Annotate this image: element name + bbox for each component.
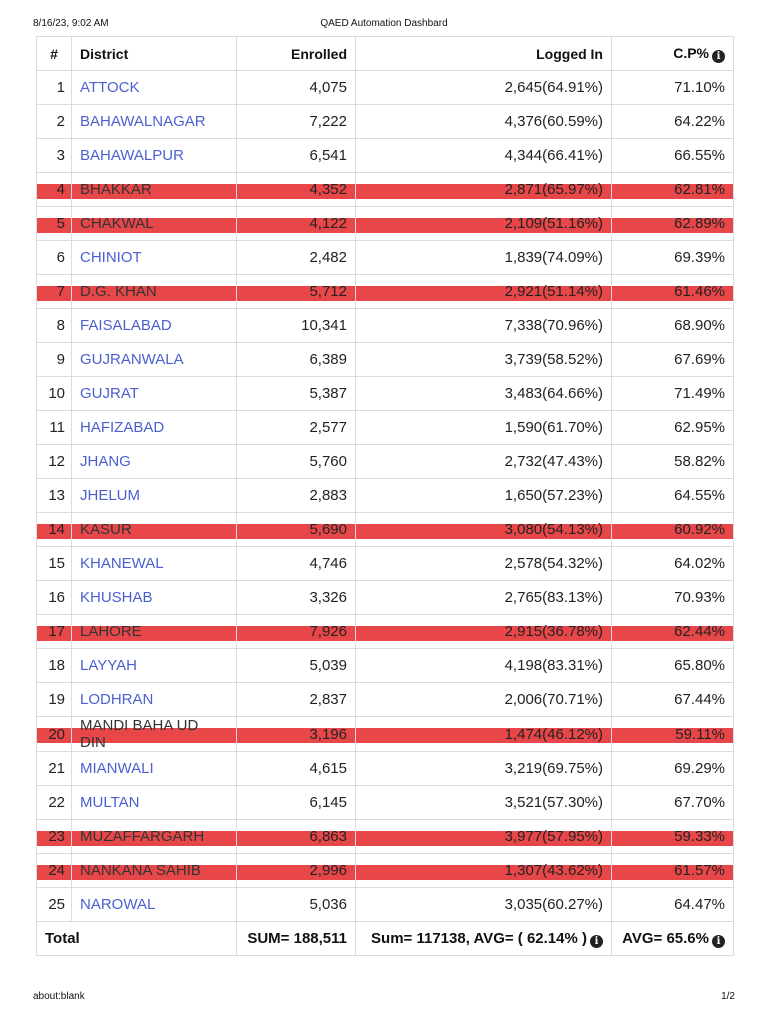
- row-index: 7: [37, 275, 72, 309]
- row-index: 19: [37, 683, 72, 717]
- row-index: 18: [37, 649, 72, 683]
- enrolled-cell: 10,341: [237, 309, 356, 343]
- district-cell: [72, 275, 237, 309]
- district-link[interactable]: KASUR: [80, 521, 132, 538]
- district-link[interactable]: KHANEWAL: [80, 555, 164, 572]
- enrolled-cell: 3,326: [237, 581, 356, 615]
- logged-in-cell: 3,483(64.66%): [356, 377, 612, 411]
- district-cell: [72, 173, 237, 207]
- cp-cell: 61.46%: [612, 275, 734, 309]
- enrolled-cell: 2,883: [237, 479, 356, 513]
- district-link[interactable]: JHANG: [80, 453, 131, 470]
- cp-cell: 67.70%: [612, 786, 734, 820]
- table-row: [37, 207, 734, 241]
- district-link[interactable]: BAHAWALPUR: [80, 147, 184, 164]
- logged-in-cell: 7,338(70.96%): [356, 309, 612, 343]
- col-header-enrolled[interactable]: Enrolled: [237, 37, 356, 71]
- district-cell: [72, 649, 237, 683]
- district-cell: [72, 547, 237, 581]
- enrolled-cell: 2,577: [237, 411, 356, 445]
- district-cell: [72, 309, 237, 343]
- district-cell: [72, 820, 237, 854]
- totals-row: [37, 922, 734, 956]
- table-row: [37, 581, 734, 615]
- district-link[interactable]: HAFIZABAD: [80, 419, 165, 436]
- logged-in-cell: 1,650(57.23%): [356, 479, 612, 513]
- table-row: [37, 786, 734, 820]
- cp-cell: 70.93%: [612, 581, 734, 615]
- col-header-district[interactable]: District: [72, 37, 237, 71]
- logged-in-cell: 1,474(46.12%): [356, 717, 612, 752]
- logged-in-cell: 2,871(65.97%): [356, 173, 612, 207]
- totals-cp-text: AVG= 65.6%: [622, 929, 709, 947]
- district-cell: [72, 207, 237, 241]
- district-cell: [72, 752, 237, 786]
- cp-cell: 64.22%: [612, 105, 734, 139]
- table-row: [37, 547, 734, 581]
- district-link[interactable]: NAROWAL: [80, 896, 156, 913]
- enrolled-cell: 6,541: [237, 139, 356, 173]
- cp-cell: 60.92%: [612, 513, 734, 547]
- print-date: 8/16/23, 9:02 AM: [33, 18, 109, 29]
- table-row: [37, 717, 734, 752]
- row-index: 15: [37, 547, 72, 581]
- enrolled-cell: 5,039: [237, 649, 356, 683]
- logged-in-cell: 3,977(57.95%): [356, 820, 612, 854]
- row-index: 3: [37, 139, 72, 173]
- district-link[interactable]: LODHRAN: [80, 691, 154, 708]
- district-cell: [72, 411, 237, 445]
- logged-in-cell: 3,080(54.13%): [356, 513, 612, 547]
- logged-in-cell: 3,219(69.75%): [356, 752, 612, 786]
- row-index: 11: [37, 411, 72, 445]
- table-row: [37, 377, 734, 411]
- enrolled-cell: 5,036: [237, 888, 356, 922]
- district-cell: [72, 581, 237, 615]
- table-row: [37, 615, 734, 649]
- cp-cell: 59.11%: [612, 717, 734, 752]
- row-index: 10: [37, 377, 72, 411]
- district-link[interactable]: CHINIOT: [80, 249, 142, 266]
- row-index: 12: [37, 445, 72, 479]
- district-cell: [72, 241, 237, 275]
- cp-cell: 68.90%: [612, 309, 734, 343]
- col-header-logged-in[interactable]: Logged In: [356, 37, 612, 71]
- row-index: 4: [37, 173, 72, 207]
- district-cell: [72, 343, 237, 377]
- row-index: 2: [37, 105, 72, 139]
- logged-in-cell: 2,765(83.13%): [356, 581, 612, 615]
- district-link[interactable]: BAHAWALNAGAR: [80, 113, 206, 130]
- district-cell: [72, 683, 237, 717]
- enrolled-cell: 5,387: [237, 377, 356, 411]
- table-row: [37, 752, 734, 786]
- row-index: 24: [37, 854, 72, 888]
- enrolled-cell: 6,863: [237, 820, 356, 854]
- cp-cell: 66.55%: [612, 139, 734, 173]
- table-row: [37, 479, 734, 513]
- enrolled-cell: 7,926: [237, 615, 356, 649]
- logged-in-cell: 2,915(36.78%): [356, 615, 612, 649]
- district-link[interactable]: D.G. KHAN: [80, 283, 157, 300]
- col-header-cp-label: C.P%: [673, 44, 709, 61]
- district-cell: [72, 513, 237, 547]
- enrolled-cell: 4,615: [237, 752, 356, 786]
- table-row: [37, 71, 734, 105]
- table-row: [37, 649, 734, 683]
- enrolled-cell: 2,996: [237, 854, 356, 888]
- table-row: [37, 683, 734, 717]
- enrolled-cell: 5,760: [237, 445, 356, 479]
- enrolled-cell: 5,712: [237, 275, 356, 309]
- table-row: [37, 854, 734, 888]
- row-index: 13: [37, 479, 72, 513]
- enrolled-cell: 6,389: [237, 343, 356, 377]
- totals-logged-in: [356, 922, 612, 956]
- cp-cell: 62.89%: [612, 207, 734, 241]
- logged-in-cell: 2,006(70.71%): [356, 683, 612, 717]
- table-row: [37, 241, 734, 275]
- district-table: [36, 36, 734, 956]
- district-cell: [72, 445, 237, 479]
- row-index: 21: [37, 752, 72, 786]
- logged-in-cell: 2,645(64.91%): [356, 71, 612, 105]
- cp-cell: 64.47%: [612, 888, 734, 922]
- district-cell: [72, 139, 237, 173]
- district-link[interactable]: MIANWALI: [80, 760, 154, 777]
- table-row: [37, 343, 734, 377]
- table-row: [37, 411, 734, 445]
- district-cell: [72, 105, 237, 139]
- cp-cell: 62.81%: [612, 173, 734, 207]
- totals-logged-in-text: Sum= 117138, AVG= ( 62.14% ): [371, 929, 587, 947]
- row-index: 6: [37, 241, 72, 275]
- table-row: [37, 275, 734, 309]
- logged-in-cell: 3,521(57.30%): [356, 786, 612, 820]
- district-cell: [72, 71, 237, 105]
- district-link[interactable]: MULTAN: [80, 794, 140, 811]
- cp-cell: 62.44%: [612, 615, 734, 649]
- row-index: 20: [37, 717, 72, 752]
- enrolled-cell: 4,075: [237, 71, 356, 105]
- table-row: [37, 139, 734, 173]
- cp-cell: 69.29%: [612, 752, 734, 786]
- enrolled-cell: 4,352: [237, 173, 356, 207]
- info-icon[interactable]: i: [712, 935, 725, 948]
- info-icon[interactable]: i: [590, 935, 603, 948]
- cp-cell: 61.57%: [612, 854, 734, 888]
- page-title: QAED Automation Dashbard: [320, 18, 448, 29]
- logged-in-cell: 2,921(51.14%): [356, 275, 612, 309]
- district-link[interactable]: KHUSHAB: [80, 589, 153, 606]
- cp-cell: 59.33%: [612, 820, 734, 854]
- district-link[interactable]: BHAKKAR: [80, 181, 152, 198]
- footer-page-number: 1/2: [721, 991, 735, 1002]
- table-row: [37, 820, 734, 854]
- row-index: 14: [37, 513, 72, 547]
- cp-cell: 65.80%: [612, 649, 734, 683]
- enrolled-cell: 5,690: [237, 513, 356, 547]
- district-cell: [72, 854, 237, 888]
- table-row: [37, 888, 734, 922]
- info-icon[interactable]: i: [712, 50, 725, 63]
- logged-in-cell: 2,732(47.43%): [356, 445, 612, 479]
- table-row: [37, 173, 734, 207]
- enrolled-cell: 4,746: [237, 547, 356, 581]
- district-link[interactable]: ATTOCK: [80, 79, 140, 96]
- cp-cell: 71.49%: [612, 377, 734, 411]
- cp-cell: 62.95%: [612, 411, 734, 445]
- cp-cell: 64.55%: [612, 479, 734, 513]
- row-index: 17: [37, 615, 72, 649]
- row-index: 25: [37, 888, 72, 922]
- cp-cell: 67.69%: [612, 343, 734, 377]
- cp-cell: 58.82%: [612, 445, 734, 479]
- district-link[interactable]: CHAKWAL: [80, 215, 154, 232]
- district-link[interactable]: JHELUM: [80, 487, 141, 504]
- col-header-cp[interactable]: [612, 37, 734, 71]
- enrolled-cell: 2,837: [237, 683, 356, 717]
- totals-enrolled: SUM= 188,511: [237, 922, 356, 956]
- row-index: 23: [37, 820, 72, 854]
- cp-cell: 67.44%: [612, 683, 734, 717]
- totals-label: Total: [37, 922, 237, 956]
- totals-cp: [612, 922, 734, 956]
- logged-in-cell: 4,376(60.59%): [356, 105, 612, 139]
- table-row: [37, 309, 734, 343]
- district-link[interactable]: LAYYAH: [80, 657, 137, 674]
- logged-in-cell: 4,198(83.31%): [356, 649, 612, 683]
- logged-in-cell: 2,578(54.32%): [356, 547, 612, 581]
- row-index: 9: [37, 343, 72, 377]
- district-link[interactable]: GUJRANWALA: [80, 351, 184, 368]
- logged-in-cell: 2,109(51.16%): [356, 207, 612, 241]
- table-header-row: [37, 37, 734, 71]
- logged-in-cell: 3,035(60.27%): [356, 888, 612, 922]
- district-link[interactable]: LAHORE: [80, 623, 142, 640]
- table-row: [37, 105, 734, 139]
- enrolled-cell: 2,482: [237, 241, 356, 275]
- logged-in-cell: 3,739(58.52%): [356, 343, 612, 377]
- district-link[interactable]: MANDI BAHA UD DIN: [80, 717, 199, 751]
- district-cell: [72, 615, 237, 649]
- district-cell: [72, 479, 237, 513]
- row-index: 16: [37, 581, 72, 615]
- footer-url: about:blank: [33, 991, 85, 1002]
- cp-cell: 69.39%: [612, 241, 734, 275]
- logged-in-cell: 1,307(43.62%): [356, 854, 612, 888]
- district-cell: [72, 377, 237, 411]
- district-link[interactable]: MUZAFFARGARH: [80, 828, 205, 845]
- row-index: 22: [37, 786, 72, 820]
- row-index: 1: [37, 71, 72, 105]
- district-cell: [72, 888, 237, 922]
- enrolled-cell: 4,122: [237, 207, 356, 241]
- enrolled-cell: 6,145: [237, 786, 356, 820]
- col-header-index[interactable]: #: [37, 37, 72, 71]
- logged-in-cell: 1,839(74.09%): [356, 241, 612, 275]
- logged-in-cell: 4,344(66.41%): [356, 139, 612, 173]
- enrolled-cell: 7,222: [237, 105, 356, 139]
- row-index: 5: [37, 207, 72, 241]
- enrolled-cell: 3,196: [237, 717, 356, 752]
- logged-in-cell: 1,590(61.70%): [356, 411, 612, 445]
- table-row: [37, 513, 734, 547]
- district-link[interactable]: FAISALABAD: [80, 317, 172, 334]
- cp-cell: 64.02%: [612, 547, 734, 581]
- cp-cell: 71.10%: [612, 71, 734, 105]
- district-cell: [72, 786, 237, 820]
- row-index: 8: [37, 309, 72, 343]
- district-link[interactable]: GUJRAT: [80, 385, 139, 402]
- district-link[interactable]: NANKANA SAHIB: [80, 862, 201, 879]
- table-row: [37, 445, 734, 479]
- district-cell: [72, 717, 237, 752]
